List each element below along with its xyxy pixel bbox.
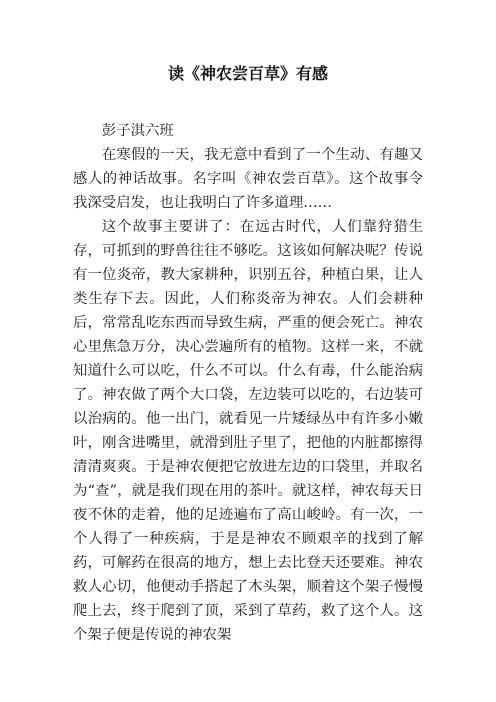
document-title: 读《神农尝百草》有感: [167, 64, 328, 83]
paragraph: 这个故事主要讲了：在远古时代，人们靠狩猎生存，可抓到的野兽往往不够吃。这该如何解决呢？传说有一位炎帝，教大家耕种，识别五谷，种植白果，让人类生存下去。因此，人们称炎帝为神农。人们会耕种后，常常乱吃东西而导致生病，严重的便会死亡。神农心里焦急万分，决心尝遍所有的植物。这样一来，不就知道什么可以吃，什么不可以。什么有毒，什么能治病了。神农做了两个大口袋，左边装可以吃的，右边装可以治病的。他一出门，就看见一片矮绿丛中有许多小嫩叶，刚含进嘴里，就滑到肚子里了，把他的内脏都擦得清清爽爽。于是神农便把它放进左边的口袋里，并取名为“查”，就是我们现在用的茶叶。就这样，神农每天日夜不休的走着，他的足迹遍布了高山峻岭。有一次，一个人得了一种疾病，于是是神农不顾艰辛的找到了解药，可解药在很高的地方，想上去比登天还要难。神农救人心切，他便动手搭起了木头架，顺着这个架子慢慢爬上去，终于爬到了顶，采到了草药，救了这个人。这个架子便是传说的神农架: [73, 219, 423, 643]
document-body: [73, 119, 423, 647]
author-line: 彭子淇六班: [101, 123, 174, 139]
paragraph: 在寒假的一天，我无意中看到了一个生动、有趣又感人的神话故事。名字叫《神农尝百草》。这个故事令我深受启发，也让我明白了许多道理……: [73, 147, 423, 211]
